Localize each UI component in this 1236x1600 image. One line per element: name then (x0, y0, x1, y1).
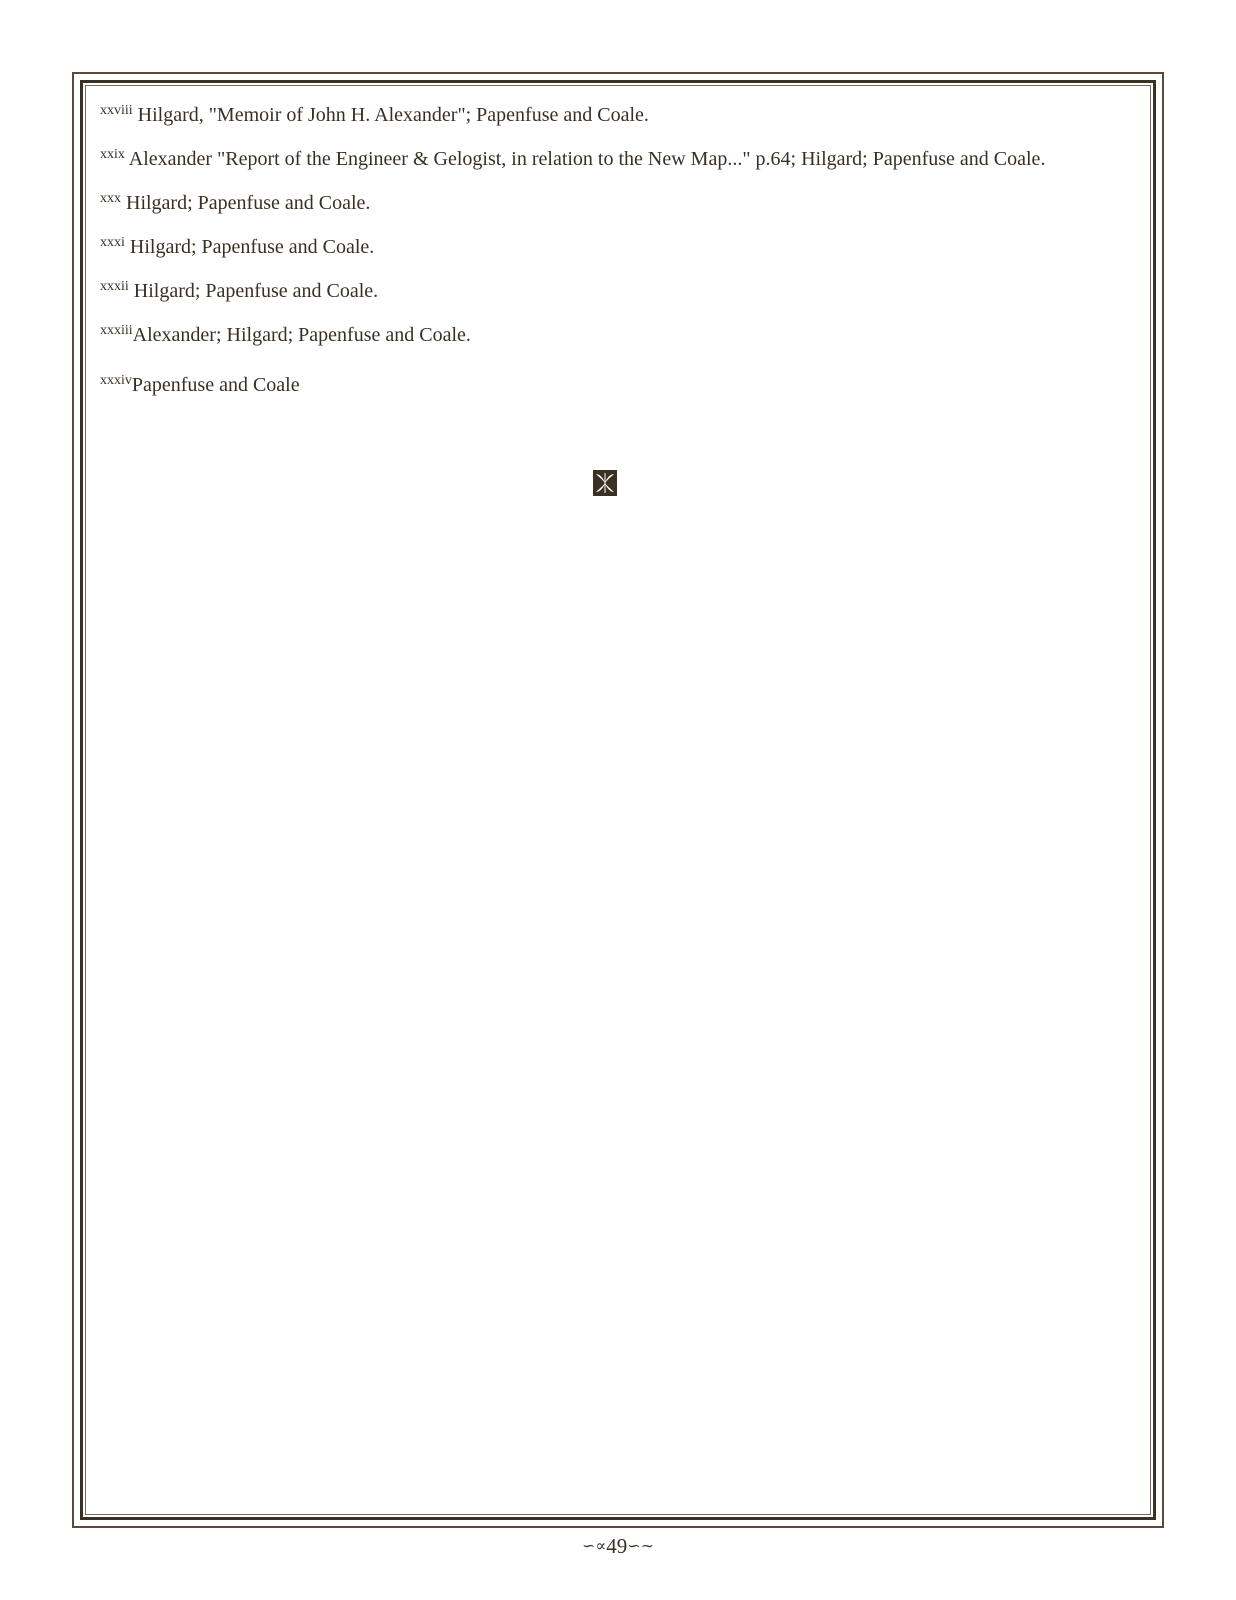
endnote-marker: xxxiii (100, 323, 133, 338)
endnote (90, 192, 1146, 214)
endnote-marker: xxviii (100, 103, 133, 118)
endnote-marker: xxxiv (100, 373, 132, 388)
page-footer (0, 1534, 1236, 1559)
endnote-marker: xxx (100, 191, 121, 206)
endnote-text: Hilgard; Papenfuse and Coale. (124, 236, 375, 258)
endnote (90, 148, 1146, 170)
endnote (90, 236, 1146, 258)
endnote-text: Alexander "Report of the Engineer & Gelogist, in relation to the New Map..." p.64; Hilgard; Papenfuse and Coale. (124, 148, 1046, 170)
left-flourish-icon: ∽∝ (581, 1538, 607, 1555)
endnote-marker: xxix (100, 147, 125, 162)
endnote-text: Hilgard; Papenfuse and Coale. (121, 192, 371, 214)
endnote (90, 374, 1146, 396)
floral-cross-ornament-icon (593, 470, 617, 496)
endnote-text: Papenfuse and Coale (131, 374, 300, 396)
endnote (90, 280, 1146, 302)
endnote-text: Hilgard; Papenfuse and Coale. (128, 280, 379, 302)
page-number: 49 (606, 1534, 628, 1558)
endnote-text: Alexander; Hilgard; Papenfuse and Coale. (132, 324, 471, 346)
endnote (90, 324, 1146, 346)
endnote-text: Hilgard, "Memoir of John H. Alexander"; Papenfuse and Coale. (132, 104, 649, 126)
endnote-marker: xxxii (100, 279, 129, 294)
endnote (90, 104, 1146, 126)
right-flourish-icon: ∽∼ (627, 1538, 655, 1555)
endnote-marker: xxxi (100, 235, 125, 250)
endnotes-list (90, 104, 1146, 418)
